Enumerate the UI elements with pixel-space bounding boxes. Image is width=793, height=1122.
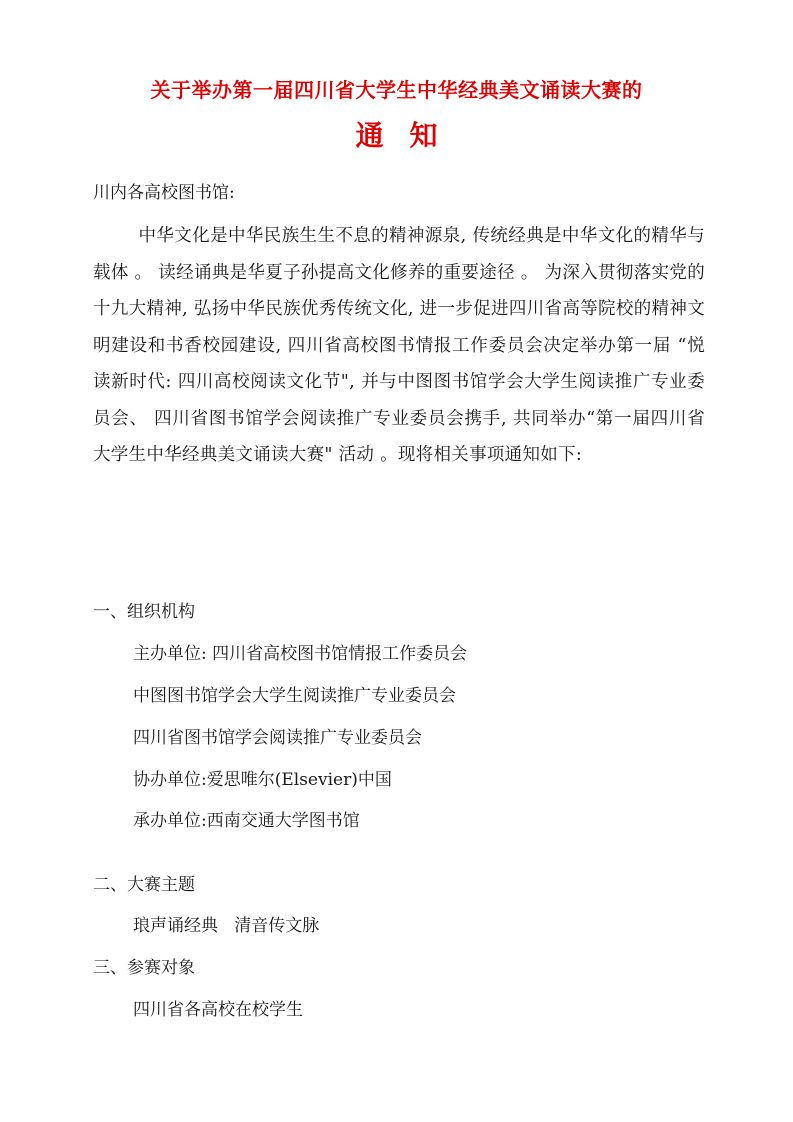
section-heading-organization: 一、组织机构: [93, 602, 195, 622]
notice-title: 关于举办第一届四川省大学生中华经典美文诵读大赛的: [150, 78, 643, 102]
intro-paragraph: 中华文化是中华民族生生不息的精神源泉, 传统经典是中华文化的精华与载体 。 读经诵典是华夏子孙提高文化修养的重要途径 。 为深入贯彻落实党的十九大精神, 弘扬中华民族优秀传统文化, 进一步促进四川省高等院校的精神文明建设和书香校园建设, 四川省高校图书情报工作委员会决定举办第一届 “悦读新时代: 四川高校阅读文化节", 并与中图图书馆学会大学生阅读推广专业委员会、 四川省图书馆学会阅读推广专业委员会携手, 共同举办“第一届四川省大学生中华经典美文诵读大赛" 活动 。现将相关事项通知如下:: [93, 226, 705, 465]
co-organizer-unit: 协办单位:爱思唯尔(Elsevier)中国: [133, 770, 392, 790]
notice-title-suffix: 通知: [355, 119, 464, 152]
section-heading-theme: 二、大赛主题: [93, 875, 195, 895]
theme-text: 琅声诵经典 清音传文脉: [133, 916, 320, 936]
section-heading-participants: 三、参赛对象: [93, 958, 195, 978]
organizer-unit: 承办单位:西南交通大学图书馆: [133, 811, 360, 831]
addressee: 川内各高校图书馆:: [93, 183, 235, 203]
participants-text: 四川省各高校在校学生: [133, 1000, 303, 1020]
host-unit-3: 四川省图书馆学会阅读推广专业委员会: [133, 728, 422, 748]
host-unit: 主办单位: 四川省高校图书馆情报工作委员会: [133, 644, 468, 664]
host-unit-2: 中图图书馆学会大学生阅读推广专业委员会: [133, 686, 456, 706]
